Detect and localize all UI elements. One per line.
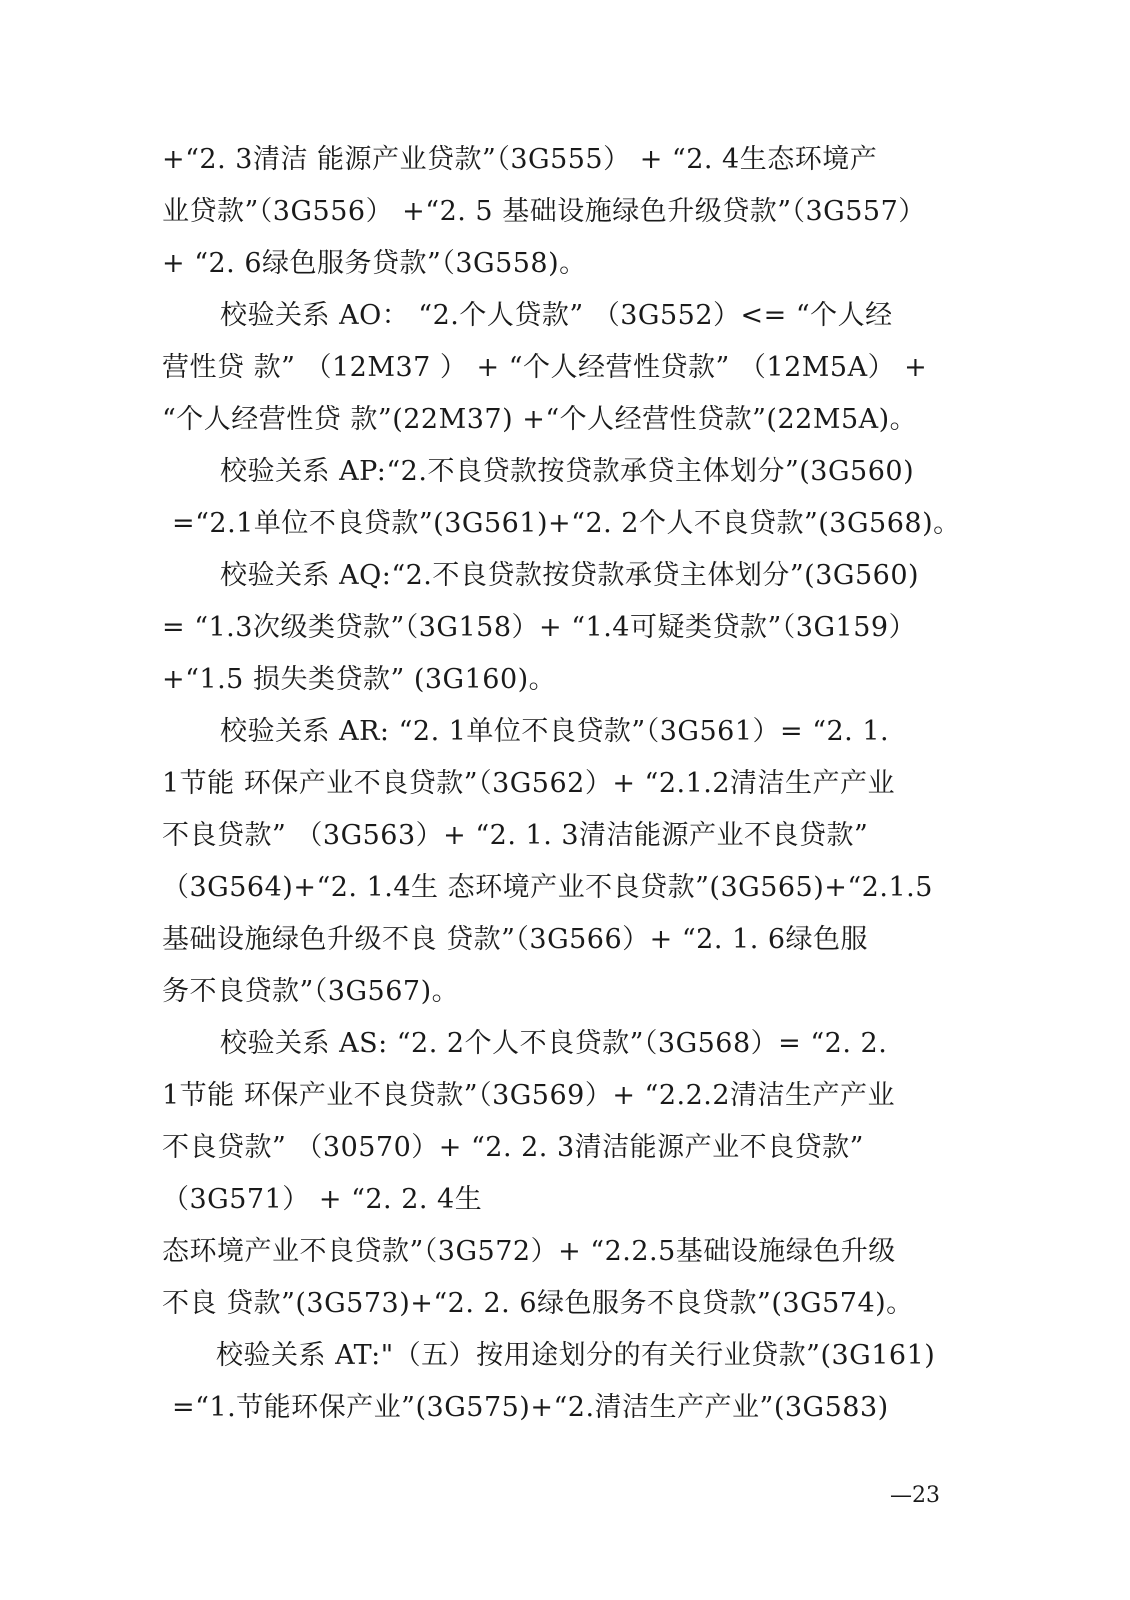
- text-line: 校验关系 AT:"（五）按用途划分的有关行业贷款”(3G161): [216, 1340, 936, 1371]
- text-line: 校验关系 AS: “2. 2个人不良贷款”（3G568）= “2. 2.: [220, 1028, 888, 1059]
- text-line: 不良贷款” （30570）+ “2. 2. 3清洁能源产业不良贷款”: [162, 1132, 864, 1163]
- text-line: 营性贷 款” （12M37 ） + “个人经营性贷款” （12M5A） +: [162, 352, 928, 383]
- text-line: （3G564)+“2. 1.4生 态环境产业不良贷款”(3G565)+“2.1.5: [162, 872, 933, 903]
- text-line: 校验关系 AQ:“2.不良贷款按贷款承贷主体划分”(3G560): [220, 560, 920, 591]
- text-line: =“2.1单位不良贷款”(3G561)+“2. 2个人不良贷款”(3G568)。: [172, 508, 961, 539]
- text-line: （3G571） + “2. 2. 4生: [162, 1184, 483, 1215]
- text-line: 1节能 环保产业不良贷款”（3G562）+ “2.1.2清洁生产产业: [162, 768, 896, 799]
- text-line: +“1.5 损失类贷款” (3G160)。: [162, 664, 557, 695]
- text-line: “个人经营性贷 款”(22M37) +“个人经营性贷款”(22M5A)。: [162, 404, 918, 435]
- text-line: + “2. 6绿色服务贷款”（3G558)。: [162, 248, 587, 279]
- text-line: = “1.3次级类贷款”（3G158）+ “1.4可疑类贷款”（3G159）: [162, 612, 917, 643]
- text-line: =“1.节能环保产业”(3G575)+“2.清洁生产产业”(3G583): [172, 1392, 889, 1423]
- text-line: 态环境产业不良贷款”（3G572）+ “2.2.5基础设施绿色升级: [162, 1236, 896, 1267]
- text-line: 1节能 环保产业不良贷款”（3G569）+ “2.2.2清洁生产产业: [162, 1080, 896, 1111]
- text-line: 基础设施绿色升级不良 贷款”（3G566）+ “2. 1. 6绿色服: [162, 924, 869, 955]
- text-line: 务不良贷款”（3G567)。: [162, 976, 460, 1007]
- text-line: 不良 贷款”(3G573)+“2. 2. 6绿色服务不良贷款”(3G574)。: [162, 1288, 914, 1319]
- text-line: 校验关系 AO： “2.个人贷款” （3G552）<= “个人经: [220, 300, 893, 331]
- text-line: 校验关系 AR: “2. 1单位不良贷款”（3G561）= “2. 1.: [220, 716, 890, 747]
- text-line: 校验关系 AP:“2.不良贷款按贷款承贷主体划分”(3G560): [220, 456, 915, 487]
- text-line: 不良贷款” （3G563）+ “2. 1. 3清洁能源产业不良贷款”: [162, 820, 869, 851]
- text-line: 业贷款”（3G556） +“2. 5 基础设施绿色升级贷款”（3G557）: [162, 196, 926, 227]
- page-number: —23: [890, 1483, 940, 1508]
- text-line: +“2. 3清洁 能源产业贷款”（3G555） + “2. 4生态环境产: [162, 144, 878, 175]
